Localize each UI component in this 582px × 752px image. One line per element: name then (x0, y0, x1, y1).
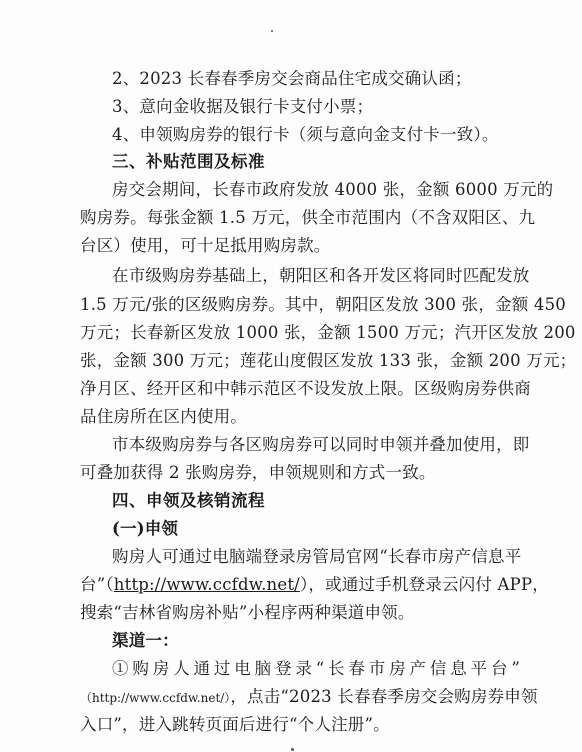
section-4-heading: 四、申领及核销流程 (112, 491, 265, 510)
section-3-p2-line: 在市级购房券基础上，朝阳区和各开发区将同时匹配发放 (112, 266, 530, 285)
requirement-item-2: 2、2023 长春春季房交会商品住宅成交确认函； (112, 69, 472, 88)
apply-paragraph-line: 搜索“吉林省购房补贴”小程序两种渠道申领。 (80, 603, 415, 622)
apply-paragraph-line: 购房人可通过电脑端登录房管局官网“长春市房产信息平 (112, 547, 522, 566)
section-3-p3-line: 市本级购房券与各区购房券可以同时申领并叠加使用，即 (112, 435, 530, 454)
apply-text: 台”（ (80, 575, 114, 594)
channel-one-line: 入口”，进入跳转页面后进行“个人注册”。 (80, 715, 390, 734)
platform-url-text: （http://www.ccfdw.net/） (80, 691, 231, 705)
section-3-p2-line: 1.5 万元/张的区级购房券。其中，朝阳区发放 300 张，金额 450 (80, 295, 566, 314)
section-3-p2-line: 张，金额 300 万元；莲花山度假区发放 133 张，金额 200 万元； (80, 351, 577, 370)
channel-one-line (80, 687, 538, 708)
requirement-item-4: 4、申领购房券的银行卡（须与意向金支付卡一致）。 (112, 125, 499, 144)
scan-speck (271, 30, 273, 32)
section-3-p2-line: 品住房所在区内使用。 (80, 407, 247, 426)
section-3-p3-line: 可叠加获得 2 张购房券，申领规则和方式一致。 (80, 463, 436, 482)
section-3-heading: 三、补贴范围及标准 (112, 152, 265, 171)
channel-one-heading: 渠道一： (112, 631, 179, 650)
channel-one-line: ①购房人通过电脑登录“长春市房产信息平台” (112, 659, 520, 678)
section-3-p2-line: 净月区、经开区和中韩示范区不设发放上限。区级购房券供商 (80, 379, 531, 398)
subsection-apply-heading: (一)申领 (112, 519, 179, 538)
section-3-p2-line: 万元；长春新区发放 1000 张，金额 1500 万元；汽开区发放 200 (80, 323, 576, 342)
requirement-item-3: 3、意向金收据及银行卡支付小票； (112, 97, 374, 116)
channel-one-text: ，点击“2023 长春春季房交会购房券申领 (230, 687, 538, 706)
scan-speck (291, 748, 294, 751)
apply-text: ），或通过手机登录云闪付 APP， (299, 575, 549, 594)
apply-paragraph-line (80, 575, 549, 595)
section-3-p1-line: 台区）使用，可十足抵用购房款。 (80, 236, 331, 255)
housing-platform-link[interactable]: http://www.ccfdw.net/ (113, 575, 300, 594)
section-3-p1-line: 房交会期间，长春市政府发放 4000 张，金额 6000 万元的 (112, 180, 554, 199)
section-3-p1-line: 购房券。每张金额 1.5 万元，供全市范围内（不含双阳区、九 (80, 208, 536, 227)
